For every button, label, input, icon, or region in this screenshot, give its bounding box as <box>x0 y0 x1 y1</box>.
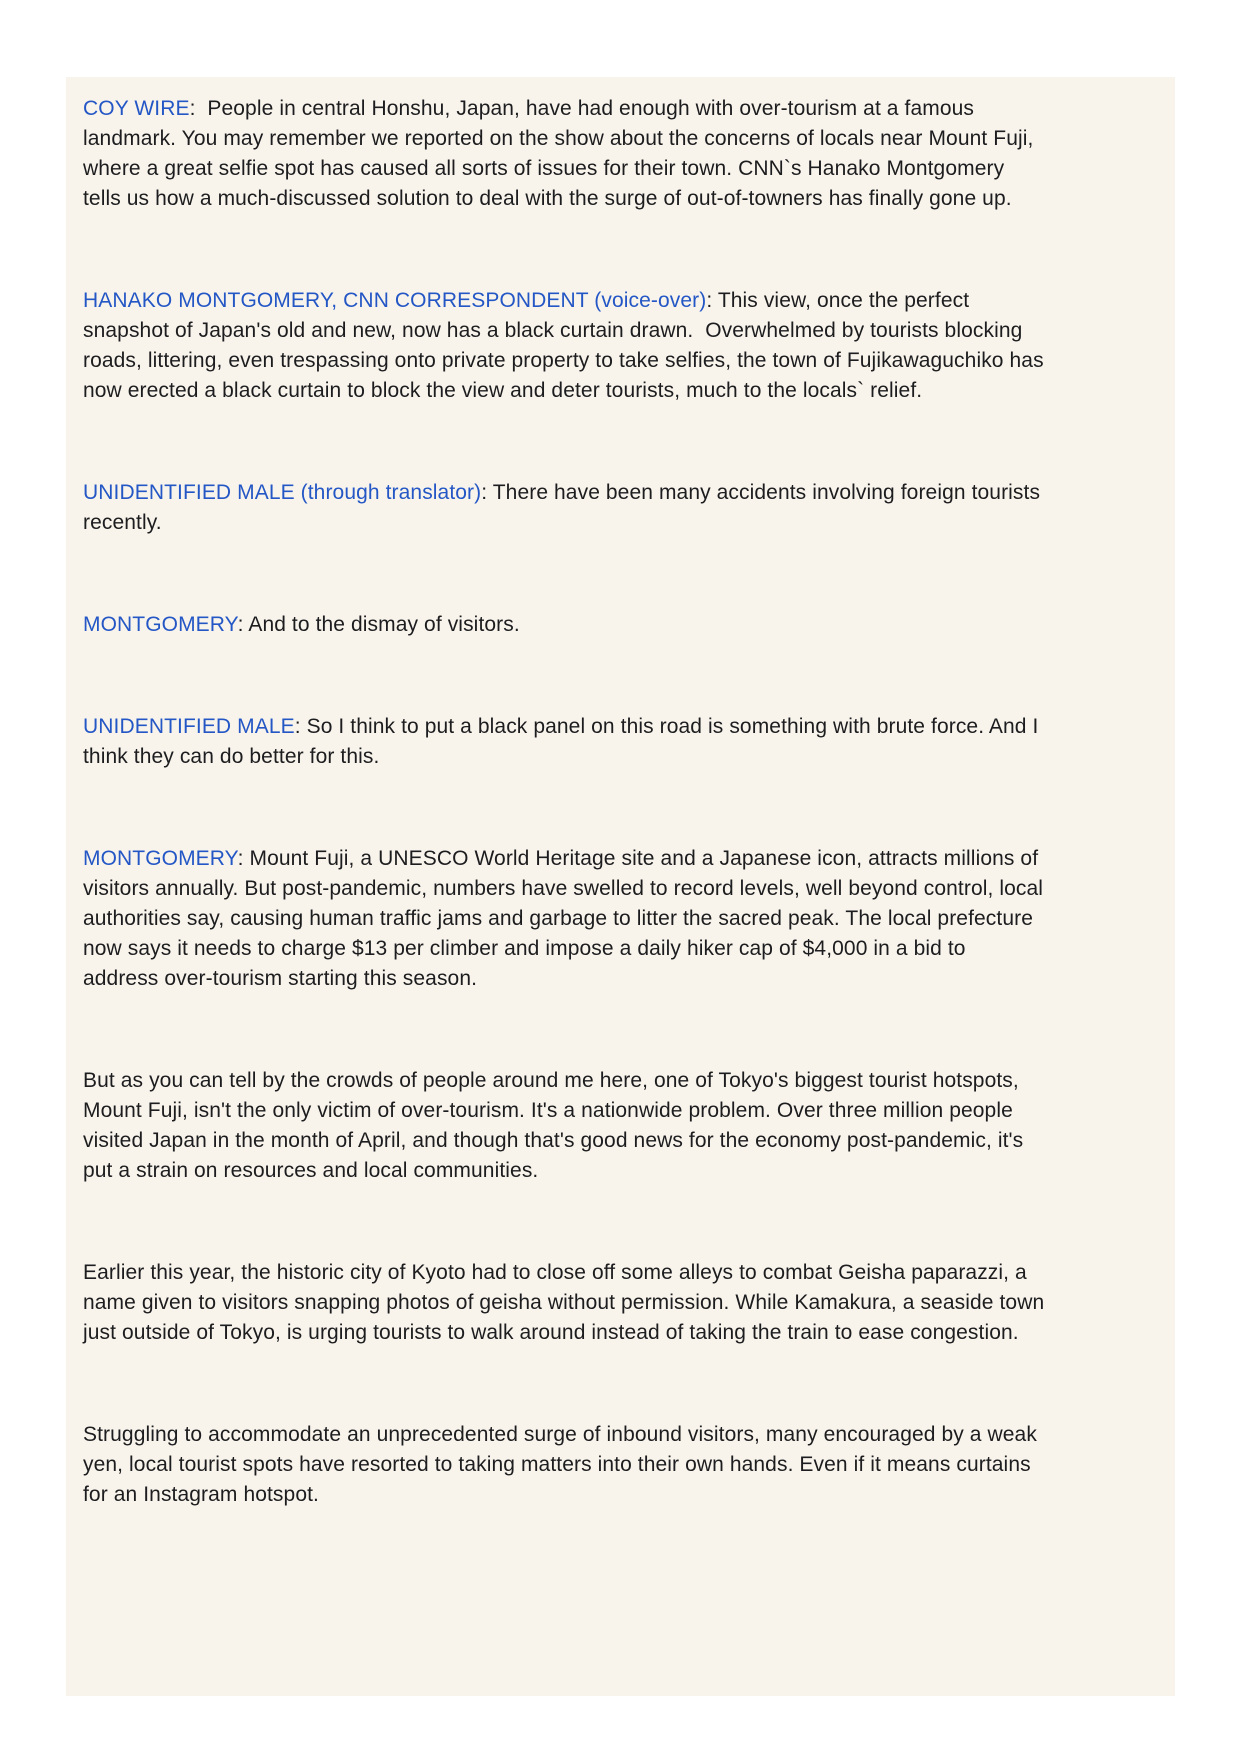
transcript-paragraph <box>83 1066 1045 1186</box>
paragraph-text: Struggling to accommodate an unprecedented surge of inbound visitors, many encouraged by a weak yen, local tourist spots have resorted to taking matters into their own hands. Even if it means curtains for an Instagram hotspot. <box>83 1423 1043 1506</box>
speaker-name: COY WIRE <box>83 97 190 120</box>
transcript-paragraph <box>83 1420 1045 1510</box>
transcript-paragraph <box>83 478 1045 538</box>
transcript-body <box>83 94 1051 1510</box>
speaker-name: MONTGOMERY <box>83 613 238 636</box>
paragraph-text: : So I think to put a black panel on this road is something with brute force. And I think they can do better for this. <box>83 715 1045 768</box>
paragraph-text: : There have been many accidents involving foreign tourists recently. <box>83 481 1047 534</box>
paragraph-text: : People in central Honshu, Japan, have had enough with over-tourism at a famous landmark. You may remember we reported on the show about the concerns of locals near Mount Fuji, where a great selfie spot has caused all sorts of issues for their town. CNN`s Hanako Montgomery tells us how a much-discussed solution to deal with the surge of out-of-towners has finally gone up. <box>83 97 1040 210</box>
paragraph-text: : And to the dismay of visitors. <box>237 613 520 636</box>
paragraph-text: Earlier this year, the historic city of Kyoto had to close off some alleys to combat Geisha paparazzi, a name given to visitors snapping photos of geisha without permission. While Kamakura, a seaside town just outside of Tokyo, is urging tourists to walk around instead of taking the train to ease congestion. <box>83 1261 1051 1344</box>
transcript-paragraph <box>83 94 1045 214</box>
speaker-name: UNIDENTIFIED MALE (through translator) <box>83 481 482 504</box>
transcript-paragraph <box>83 610 1045 640</box>
speaker-name: HANAKO MONTGOMERY, CNN CORRESPONDENT (voice-over) <box>83 289 707 312</box>
paragraph-text: : This view, once the perfect snapshot of Japan's old and new, now has a black curtain drawn. Overwhelmed by tourists blocking roads, littering, even trespassing onto private property to take selfies, the town of Fujikawaguchiko has now erected a black curtain to block the view and deter tourists, much to the locals` relief. <box>83 289 1050 402</box>
transcript-paragraph <box>83 286 1050 406</box>
speaker-name: MONTGOMERY <box>83 847 238 870</box>
paragraph-text: : Mount Fuji, a UNESCO World Heritage site and a Japanese icon, attracts millions of visitors annually. But post-pandemic, numbers have swelled to record levels, well beyond control, local authorities say, causing human traffic jams and garbage to litter the sacred peak. The local prefecture now says it needs to charge $13 per climber and impose a daily hiker cap of $4,000 in a bid to address over-tourism starting this season. <box>83 847 1049 990</box>
transcript-paragraph <box>83 712 1045 772</box>
paragraph-text: But as you can tell by the crowds of people around me here, one of Tokyo's biggest tourist hotspots, Mount Fuji, isn't the only victim of over-tourism. It's a nationwide problem. Over three million people visited Japan in the month of April, and though that's good news for the economy post-pandemic, it's put a strain on resources and local communities. <box>83 1069 1030 1182</box>
speaker-name: UNIDENTIFIED MALE <box>83 715 295 738</box>
transcript-paragraph <box>83 844 1049 994</box>
transcript-paragraph <box>83 1258 1051 1348</box>
transcript-sheet <box>66 77 1175 1696</box>
